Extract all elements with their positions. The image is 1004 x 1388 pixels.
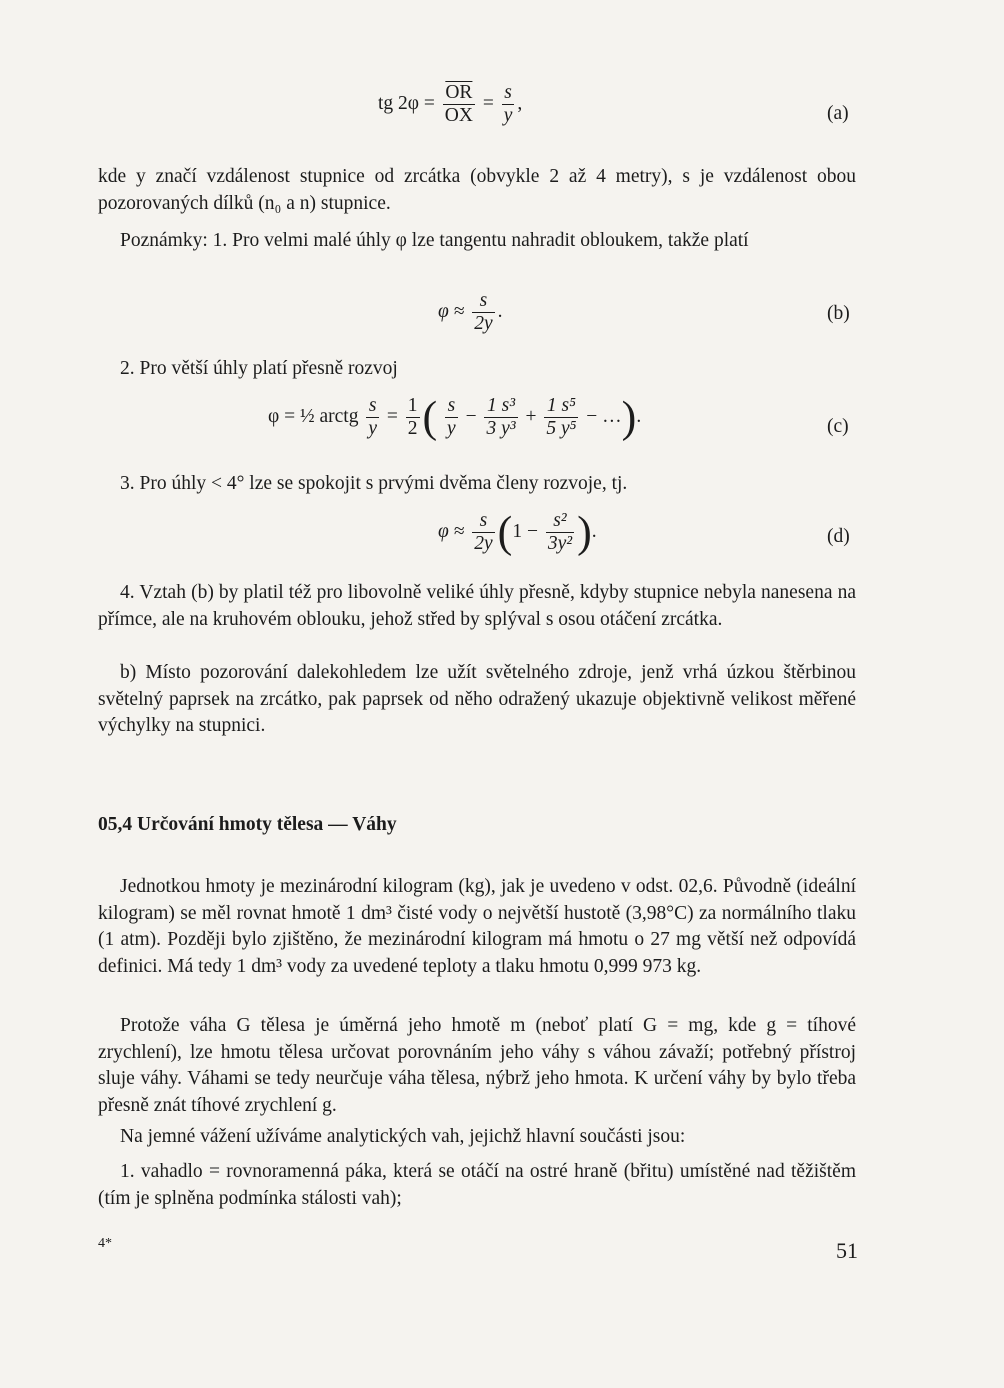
fraction-denominator: y — [447, 418, 456, 439]
fraction-denominator: OX — [444, 105, 473, 126]
series-ellipsis: − … — [586, 405, 622, 427]
fraction-denominator: 3y² — [547, 533, 573, 554]
fraction-denominator: 3 y³ — [486, 418, 516, 439]
paragraph-b-light-source: b) Místo pozorování dalekohledem lze užít světelného zdroje, jenž vrhá úzkou štěrbinou světelný paprsek na zrcátko, pak paprsek od něho odražený ukazuje objektivně velikost měřené výchylky na stupnici. — [98, 662, 856, 736]
left-paren: ( — [497, 507, 513, 557]
paragraph-note-2: 2. Pro větší úhly platí přesně rozvoj — [120, 358, 398, 379]
paragraph-analytical-balance: Na jemné vážení užíváme analytických vah, jejichž hlavní součásti jsou: — [120, 1126, 686, 1147]
right-paren: ) — [577, 507, 592, 557]
equation-c-label: (c) — [827, 416, 849, 437]
fraction-one-half — [406, 395, 420, 440]
fraction-s-2y — [472, 510, 494, 555]
equals-sign: = — [386, 405, 398, 427]
period: . — [497, 300, 503, 322]
fraction-denominator: 2y — [474, 313, 493, 334]
equals-sign: = — [482, 92, 494, 114]
left-paren: ( — [422, 392, 438, 442]
fraction-denominator: 5 y⁵ — [546, 418, 577, 439]
fraction-s5-5y5 — [544, 395, 578, 440]
fraction-or-ox — [443, 82, 475, 127]
fraction-numerator: $\overline{OR}$ — [443, 82, 475, 105]
equation-a — [378, 82, 522, 127]
fraction-numerator: s — [502, 82, 515, 105]
period: . — [636, 405, 642, 427]
fraction-s-y — [502, 82, 515, 127]
paragraph-note-4: 4. Vztah (b) by platil též pro libovolně veliké úhly přesně, kdyby stupnice nebyla nanesena na přímce, ale na kruhovém oblouku, jehož střed by splýval s osou otáčení zrcátka. — [98, 582, 856, 630]
equation-d — [438, 507, 597, 557]
fraction-denominator: y — [503, 105, 513, 126]
fraction-numerator: s — [366, 395, 379, 418]
plus-sign: + — [525, 405, 537, 427]
equation-b — [438, 290, 503, 335]
equation-c — [268, 392, 642, 442]
fraction-denominator: y — [368, 418, 378, 439]
period: . — [591, 520, 597, 542]
paragraph-note-3: 3. Pro úhly < 4° lze se spokojit s prvými dvěma členy rozvoje, tj. — [120, 473, 628, 494]
equation-a-label: (a) — [827, 103, 849, 124]
equation-b-lhs: φ ≈ — [438, 300, 465, 322]
equation-c-lhs: φ = ½ arctg — [268, 405, 359, 427]
fraction-denominator: 2 — [407, 418, 418, 439]
page-number: 51 — [836, 1238, 858, 1263]
paragraph-kilogram-definition: Jednotkou hmoty je mezinárodní kilogram (kg), jak je uvedeno v odst. 02,6. Původně (ideální kilogram) se měl rovnat hmotě 1 dm³ čisté vody o největší hustotě (3,98°C) za normálního tlaku (1 atm). Později bylo zjištěno, že mezinárodní kilogram má hmotu o 27 mg větší než odpovídá definici. Má tedy 1 dm³ vody za uvedené teploty a tlaku hmotu 0,999 973 kg. — [98, 876, 856, 977]
paragraph-weight-vs-mass: Protože váha G tělesa je úměrná jeho hmotě m (neboť platí G = mg, kde g = tíhové zrychlení), lze hmotu tělesa určovat porovnáním jeho váhy s váhou závaží; potřebný přístroj sluje váhy. Váhami se tedy neurčuje váha tělesa, nýbrž jeho hmota. K určení váhy by bylo třeba přesně znát tíhové zrychlení g. — [98, 1015, 856, 1116]
equation-d-lhs: φ ≈ — [438, 520, 465, 542]
fraction-s3-3y3 — [484, 395, 517, 440]
right-paren: ) — [621, 392, 637, 442]
fraction-numerator: 1 s³ — [484, 395, 517, 418]
fraction-s-2y — [472, 290, 494, 335]
section-heading: 05,4 Určování hmoty tělesa — Váhy — [98, 814, 397, 835]
equation-b-label: (b) — [827, 303, 850, 324]
fraction-denominator: 2y — [474, 533, 493, 554]
fraction-numerator: 1 — [407, 395, 418, 416]
fraction-s-y — [445, 395, 458, 440]
signature-mark: 4* — [98, 1236, 112, 1251]
fraction-numerator: 1 s⁵ — [544, 395, 578, 418]
equation-a-lhs: tg 2φ = — [378, 92, 435, 114]
comma: , — [517, 92, 523, 114]
fraction-numerator: s² — [546, 510, 574, 533]
equation-d-label: (d) — [827, 526, 850, 547]
paragraph-beam-item: 1. vahadlo = rovnoramenná páka, která se otáčí na ostré hraně (břitu) umístěné nad těžištěm (tím je splněna podmínka stálosti vah); — [98, 1161, 856, 1209]
paragraph-distance-definition: kde y značí vzdálenost stupnice od zrcátka (obvykle 2 až 4 metry), s je vzdálenost obou pozorovaných dílků (n₀ a n) stupnice. — [98, 166, 856, 214]
fraction-s-y — [366, 395, 379, 440]
paragraph-note-1: Poznámky: 1. Pro velmi malé úhly φ lze tangentu nahradit obloukem, takže platí — [120, 230, 749, 251]
fraction-numerator: s — [472, 510, 494, 533]
minus-sign: − — [465, 405, 477, 427]
fraction-numerator: s — [472, 290, 494, 313]
one-minus: 1 − — [512, 520, 538, 542]
fraction-s2-3y2 — [546, 510, 574, 555]
fraction-numerator: s — [445, 395, 458, 418]
